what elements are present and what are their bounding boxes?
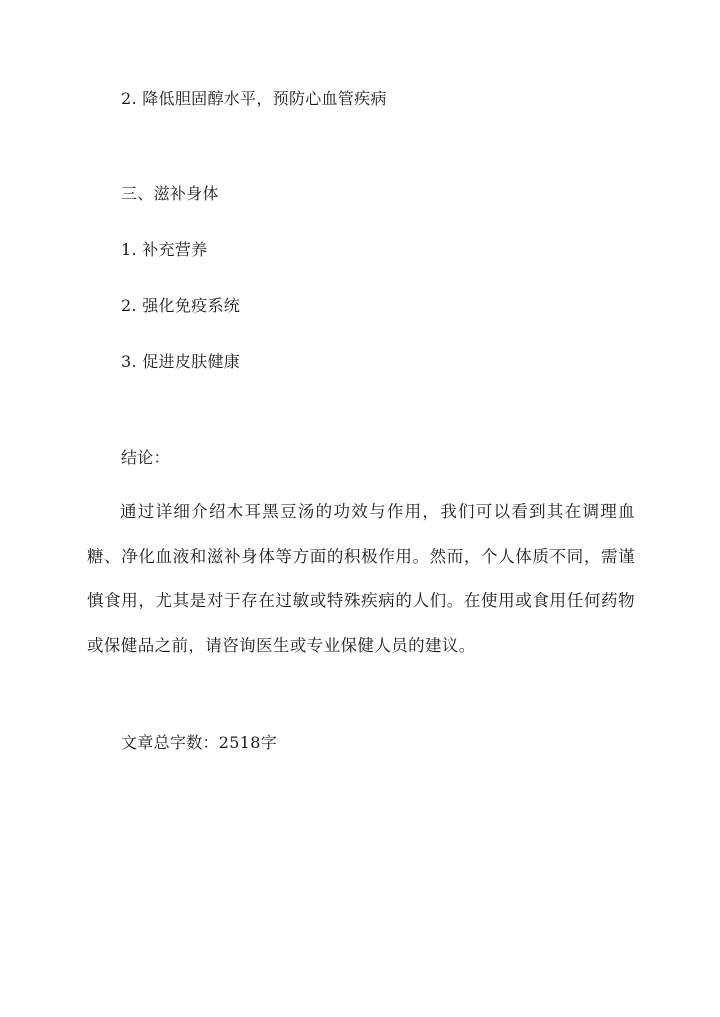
conclusion-heading: 结论： xyxy=(121,448,170,467)
list-item-nutrition: 1. 补充营养 xyxy=(121,240,208,259)
list-item-lower-cholesterol: 2. 降低胆固醇水平，预防心血管疾病 xyxy=(121,89,387,108)
section-heading-nourish-body: 三、滋补身体 xyxy=(121,184,219,203)
word-count: 文章总字数：2518字 xyxy=(121,733,278,752)
list-item-immune-system: 2. 强化免疫系统 xyxy=(121,296,241,315)
list-item-skin-health: 3. 促进皮肤健康 xyxy=(121,352,241,371)
conclusion-paragraph: 通过详细介绍木耳黑豆汤的功效与作用，我们可以看到其在调理血糖、净化血液和滋补身体等方面的积极作用。然而，个人体质不同，需谨慎食用，尤其是对于存在过敏或特殊疾病的人们。在使用或食用任何药物或保健品之前，请咨询医生或专业保健人员的建议。 xyxy=(87,502,635,655)
